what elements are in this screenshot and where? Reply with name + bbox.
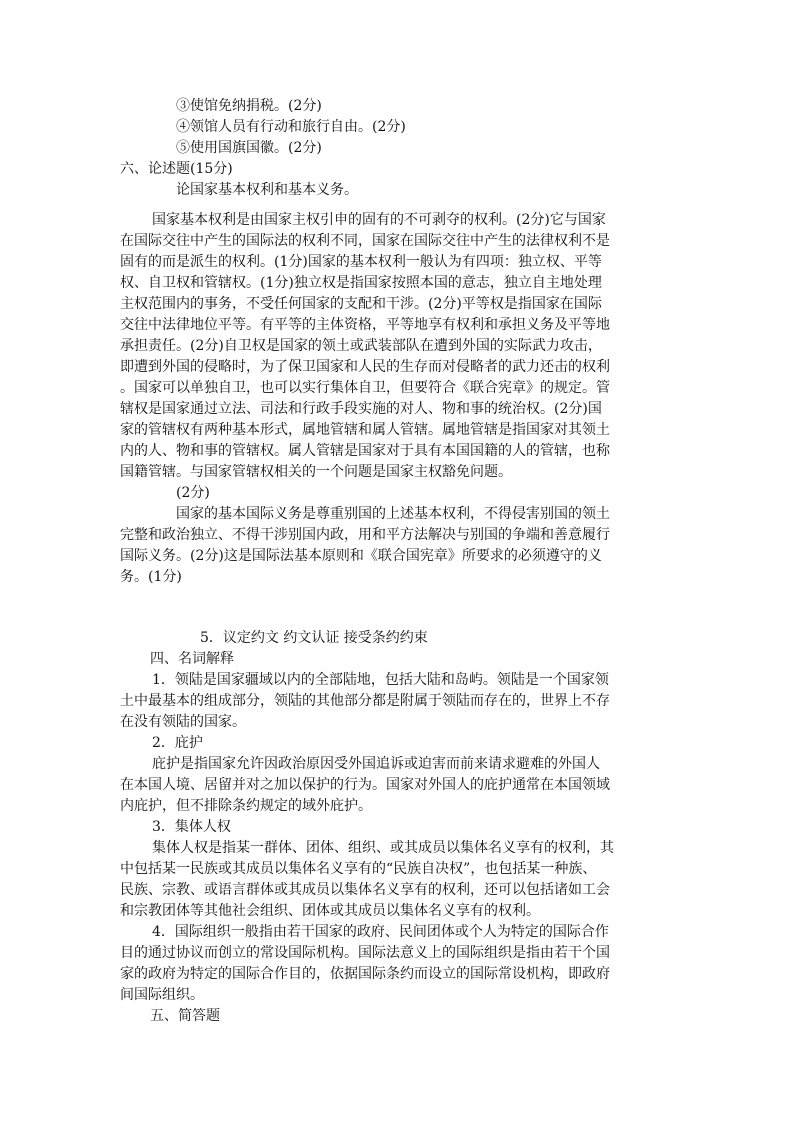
term-line: 4．国际组织一般指由若干国家的政府、民间团体或个人为特定的国际合作: [152, 924, 609, 940]
term-line: 1．领陆是国家疆域以内的全部陆地，包括大陆和岛屿。领陆是一个国家领: [152, 672, 609, 688]
term-line: 集体人权是指某一群体、团体、组织、或其成员以集体名义享有的权利，其: [152, 840, 614, 856]
answer-line: 在国际交往中产生的国际法的权利不同，国家在国际交往中产生的法律权利不是: [120, 233, 610, 249]
answer-line: 国家的基本国际义务是尊重别国的上述基本权利，不得侵害别国的领土: [176, 506, 610, 522]
term-line: 内庇护，但不排除条约规定的域外庇护。: [120, 798, 372, 814]
answer-line: 国籍管辖。与国家管辖权相关的一个问题是国家主权豁免问题。: [120, 464, 512, 480]
list-item-3: ③使馆免纳捐税。(2分): [176, 98, 322, 114]
term-title: 2．庇护: [152, 735, 203, 751]
section-heading-5: 五、简答题: [150, 1008, 220, 1024]
answer-line: 即遭到外国的侵略时，为了保卫国家和人民的生存而对侵略者的武力还击的权利: [120, 359, 610, 375]
answer-line: 。国家可以单独自卫，也可以实行集体自卫，但要符合《联合宪章》的规定。管: [120, 380, 610, 396]
answer-line: 务。(1分): [120, 569, 182, 585]
term-line: 在没有领陆的国家。: [120, 714, 246, 730]
section-heading-6: 六、论述题(15分): [120, 161, 233, 177]
answer-line: 国家基本权利是由国家主权引申的固有的不可剥夺的权利。(2分)它与国家: [152, 212, 606, 228]
essay-question: 论国家基本权利和基本义务。: [176, 182, 358, 198]
answer-item-5: 5．议定约文 约文认证 接受条约约束: [200, 630, 428, 646]
list-item-4: ④领馆人员有行动和旅行自由。(2分): [176, 119, 406, 135]
answer-score: (2分): [176, 485, 210, 501]
answer-line: 完整和政治独立、不得干涉别国内政，用和平方法解决与别国的争端和善意履行: [120, 527, 610, 543]
answer-line: 主权范围内的事务，不受任何国家的支配和干涉。(2分)平等权是指国家在国际: [120, 296, 602, 312]
list-item-5: ⑤使用国旗国徽。(2分): [176, 140, 322, 156]
answer-line: 权、自卫权和管辖权。(1分)独立权是指国家按照本国的意志，独立自主地处理: [120, 275, 602, 291]
term-line: 土中最基本的组成部分，领陆的其他部分都是附属于领陆而存在的，世界上不存: [120, 693, 610, 709]
term-line: 中包括某一民族或其成员以集体名义享有的“民族自决权”，也包括某一种族、: [120, 861, 597, 877]
term-line: 和宗教团体等其他社会组织、团体或其成员以集体名义享有的权利。: [120, 903, 540, 919]
term-line: 目的通过协议而创立的常设国际机构。国际法意义上的国际组织是指由若干个国: [120, 945, 610, 961]
section-heading-4: 四、名词解释: [150, 651, 234, 667]
term-line: 民族、宗教、或语言群体或其成员以集体名义享有的权利，还可以包括诸如工会: [120, 882, 610, 898]
answer-line: 家的管辖权有两种基本形式，属地管辖和属人管辖。属地管辖是指国家对其领土: [120, 422, 610, 438]
term-title: 3．集体人权: [152, 819, 231, 835]
term-line: 庇护是指国家允许因政治原因受外国追诉或迫害而前来请求避难的外国人: [152, 756, 600, 772]
answer-line: 固有的而是派生的权利。(1分)国家的基本权利一般认为有四项：独立权、平等: [120, 254, 602, 270]
answer-line: 国际义务。(2分)这是国际法基本原则和《联合国宪章》所要求的必须遵守的义: [120, 548, 602, 564]
term-line: 间国际组织。: [120, 987, 204, 1003]
answer-line: 交往中法律地位平等。有平等的主体资格，平等地享有权利和承担义务及平等地: [120, 317, 610, 333]
answer-line: 承担责任。(2分)自卫权是国家的领土或武装部队在遭到外国的实际武力攻击，: [120, 338, 602, 354]
answer-line: 内的人、物和事的管辖权。属人管辖是国家对于具有本国国籍的人的管辖，也称: [120, 443, 610, 459]
term-line: 家的政府为特定的国际合作目的，依据国际条约而设立的国际常设机构，即政府: [120, 966, 610, 982]
term-line: 在本国人境、居留并对之加以保护的行为。国家对外国人的庇护通常在本国领域: [120, 777, 610, 793]
answer-line: 辖权是国家通过立法、司法和行政手段实施的对人、物和事的统治权。(2分)国: [120, 401, 602, 417]
